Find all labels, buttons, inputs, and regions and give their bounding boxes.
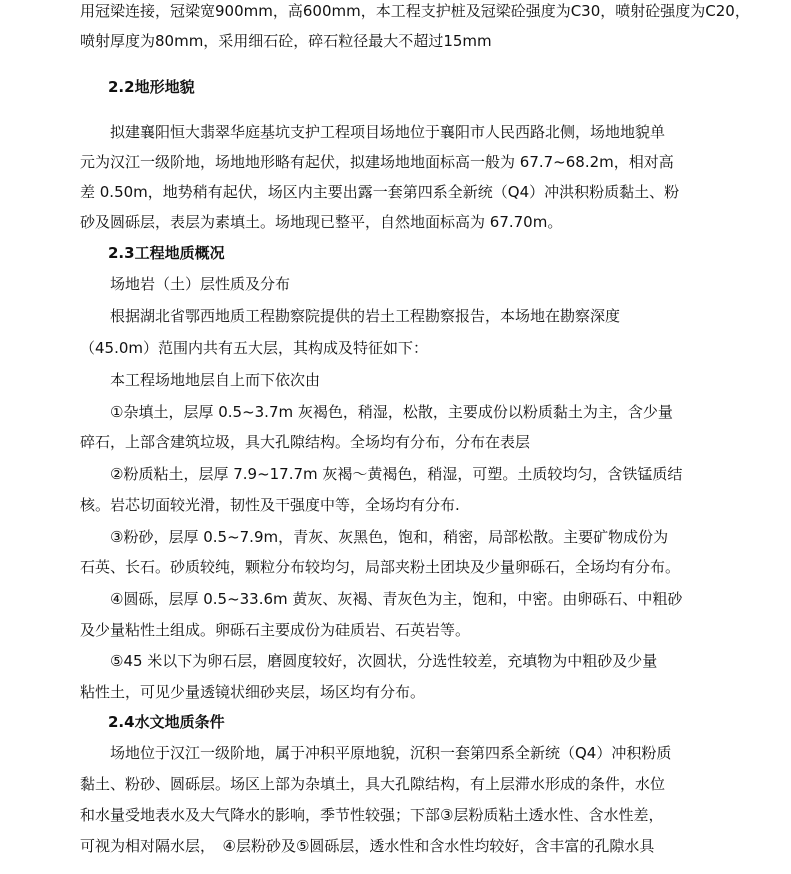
body-line: 粘性土，可见少量透镜状细砂夹层，场区均有分布。 (80, 683, 426, 701)
body-line: 差 0.50m，地势稍有起伏，场区内主要出露一套第四系全新统（Q4）冲洪积粉质黏土、粉 (80, 183, 680, 201)
body-line: 及少量粘性土组成。卵砾石主要成份为硅质岩、石英岩等。 (80, 621, 471, 639)
body-line: 场地岩（土）层性质及分布 (110, 275, 291, 293)
body-line: ①杂填土，层厚 0.5~3.7m 灰褐色，稍湿，松散，主要成份以粉质黏土为主，含少量 (110, 403, 673, 421)
body-line: 石英、长石。砂质较纯，颗粒分布较均匀，局部夹粉土团块及少量卵砾石，全场均有分布。 (80, 558, 681, 576)
body-line: 根据湖北省鄂西地质工程勘察院提供的岩土工程勘察报告，本场地在勘察深度 (110, 307, 621, 325)
body-line: ④圆砾，层厚 0.5~33.6m 黄灰、灰褐、青灰色为主，饱和，中密。由卵砾石、中粗砂 (110, 590, 683, 608)
body-line: 和水量受地表水及大气降水的影响，季节性较强；下部③层粉质粘土透水性、含水性差， (80, 806, 664, 824)
body-line: ③粉砂，层厚 0.5~7.9m，青灰、灰黑色，饱和，稍密，局部松散。主要矿物成份为 (110, 528, 669, 546)
body-line: 碎石，上部含建筑垃圾，具大孔隙结构。全场均有分布，分布在表层 (80, 433, 531, 451)
body-line: 用冠梁连接，冠梁宽900mm，高600mm，本工程支护桩及冠梁砼强度为C30，喷射砼强度为C20， (80, 2, 750, 20)
body-line: 拟建襄阳恒大翡翠华庭基坑支护工程项目场地位于襄阳市人民西路北侧，场地地貌单 (110, 123, 666, 141)
body-line: 可视为相对隔水层， ④层粉砂及⑤圆砾层，透水性和含水性均较好，含丰富的孔隙水具 (80, 837, 655, 855)
body-line: ⑤45 米以下为卵石层，磨圆度较好，次圆状，分选性较差，充填物为中粗砂及少量 (110, 652, 658, 670)
section-heading: 2.4水文地质条件 (108, 713, 225, 731)
body-line: 本工程场地地层自上而下依次由 (110, 371, 321, 389)
section-heading: 2.3工程地质概况 (108, 244, 225, 262)
body-line: ②粉质粘土，层厚 7.9~17.7m 灰褐～黄褐色，稍湿，可塑。土质较均匀，含铁锰质结 (110, 465, 683, 483)
section-heading: 2.2地形地貌 (108, 78, 195, 96)
body-line: 砂及圆砾层，表层为素填土。场地现已整平，自然地面标高为 67.70m。 (80, 213, 563, 231)
body-line: 元为汉江一级阶地，场地地形略有起伏，拟建场地地面标高一般为 67.7~68.2m，相对高 (80, 153, 674, 171)
body-line: 喷射厚度为80mm，采用细石砼，碎石粒径最大不超过15mm (80, 32, 492, 50)
body-line: （45.0m）范围内共有五大层，其构成及特征如下： (80, 339, 429, 357)
body-line: 场地位于汉江一级阶地，属于冲积平原地貌，沉积一套第四系全新统（Q4）冲积粉质 (110, 744, 672, 762)
body-line: 黏土、粉砂、圆砾层。场区上部为杂填土，具大孔隙结构，有上层滞水形成的条件，水位 (80, 775, 666, 793)
body-line: 核。岩芯切面较光滑，韧性及干强度中等，全场均有分布. (80, 496, 460, 514)
